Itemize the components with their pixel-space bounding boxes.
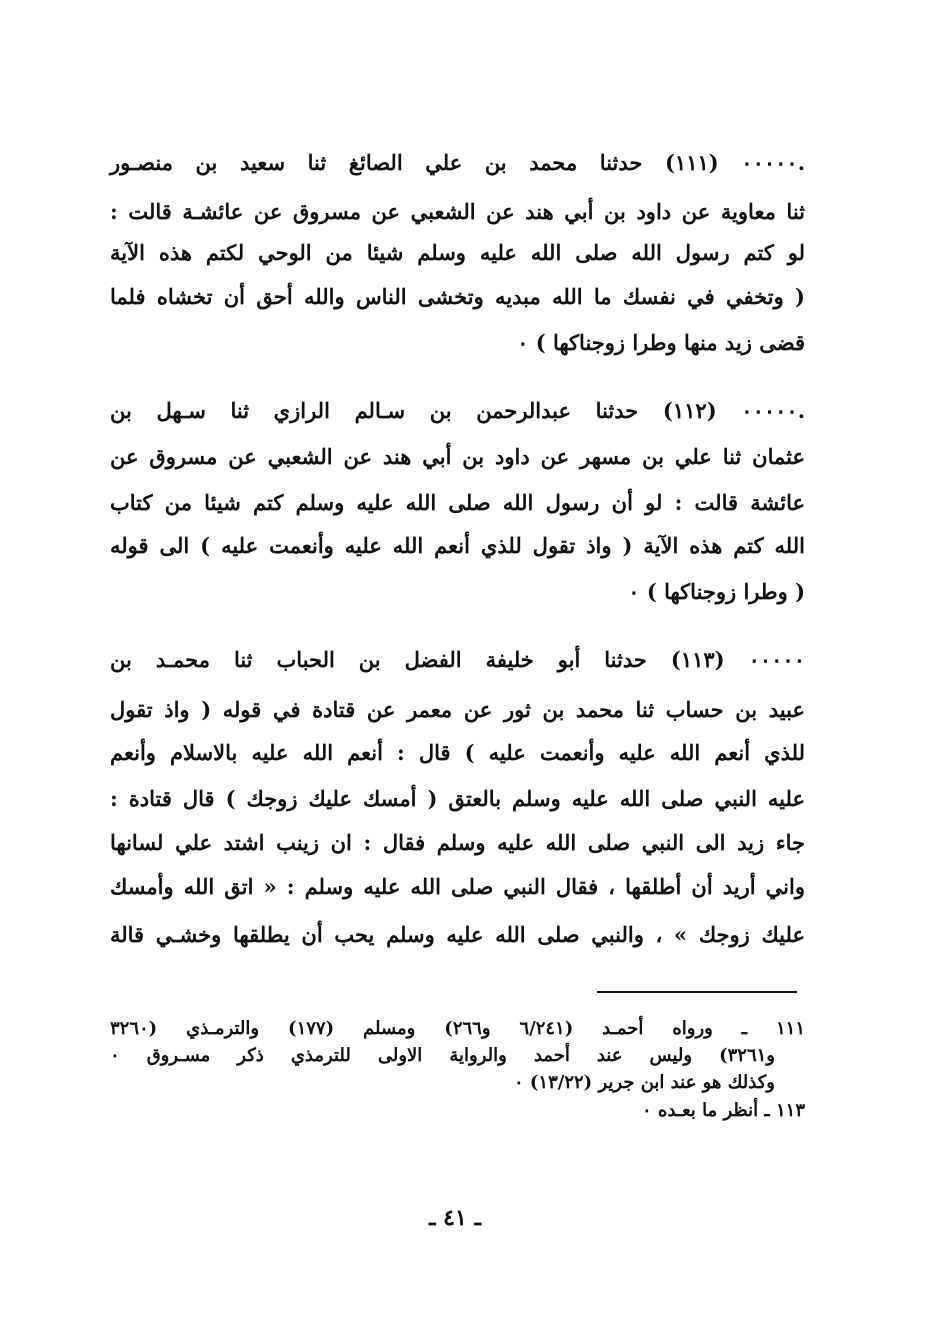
hadith-113-line-5: جاء زيد الى النبي صلى الله عليه وسلم فقال : ان زينب اشتد علي لسانها: [110, 830, 805, 855]
footnote-separator: [597, 991, 797, 993]
hadith-111-line-2: ثنا معاوية عن داود بن أبي هند عن الشعبي عن مسروق عن عائشـة قالت :: [110, 199, 805, 224]
hadith-113-line-1: ٠٠٠٠٠ (١١٣) حدثنا أبو خليفة الفضل بن الحباب ثنا محمـد بن: [110, 647, 805, 672]
hadith-111-line-1: .٠٠٠٠٠ (١١١) حدثنا محمد بن علي الصائغ ثنا سعيد بن منصـور: [110, 150, 806, 175]
footnote-113-line-1: ١١٣ ـ أنظر ما بعـده ٠: [642, 1100, 805, 1121]
hadith-112-line-2: عثمان ثنا علي بن مسهر عن داود بن أبي هند عن الشعبي عن مسروق عن: [110, 444, 805, 469]
hadith-112-line-5: ( وطرا زوجناكها ) ٠: [628, 579, 805, 604]
page-number: ـ ٤١ ـ: [429, 1205, 481, 1231]
hadith-113-line-7: عليك زوجك » ، والنبي صلى الله عليه وسلم يحب أن يطلقها وخشـي قالة: [110, 922, 805, 947]
hadith-112-line-4: الله كتم هذه الآية ( واذ تقول للذي أنعم الله عليه وأنعمت عليه ) الى قوله: [110, 533, 805, 558]
hadith-113-line-6: واني أريد أن أطلقها ، فقال النبي صلى الله عليه وسلم : « اتق الله وأمسك: [110, 874, 805, 899]
hadith-113-line-2: عبيد بن حساب ثنا محمد بن ثور عن معمر عن قتادة في قوله ( واذ تقول: [110, 697, 805, 722]
hadith-113-line-3: للذي أنعم الله عليه وأنعمت عليه ) قال : أنعم الله عليه بالاسلام وأنعم: [110, 740, 805, 765]
hadith-112-line-1: .٠٠٠٠٠ (١١٢) حدثنا عبدالرحمن بن سـالم الرازي ثنا سـهل بن: [110, 398, 806, 423]
footnote-111-line-2: و٣٢٦١) وليس عند أحمد والرواية الاولى للترمذي ذكر مسـروق ٠: [110, 1045, 775, 1066]
hadith-111-line-4: ( وتخفي في نفسك ما الله مبديه وتخشى الناس والله أحق أن تخشاه فلما: [110, 284, 805, 309]
hadith-111-line-3: لو كتم رسول الله صلى الله عليه وسلم شيئا من الوحي لكتم هذه الآية: [110, 240, 805, 265]
hadith-112-line-3: عائشة قالت : لو أن رسول الله صلى الله عليه وسلم كتم شيئا من كتاب: [110, 490, 805, 515]
footnote-111-line-1: ١١١ ـ ورواه أحمـد (٦/٢٤١ و٢٦٦) ومسلم (١٧٧) والترمـذي (٣٢٦٠: [110, 1018, 805, 1039]
footnote-111-line-3: وكذلك هو عند ابن جرير (١٣/٢٢) ٠: [513, 1072, 775, 1093]
hadith-111-line-5: قضى زيد منها وطرا زوجناكها ) ٠: [517, 330, 805, 355]
hadith-113-line-4: عليه النبي صلى الله عليه وسلم بالعتق ( أمسك عليك زوجك ) قال قتادة :: [110, 786, 805, 811]
